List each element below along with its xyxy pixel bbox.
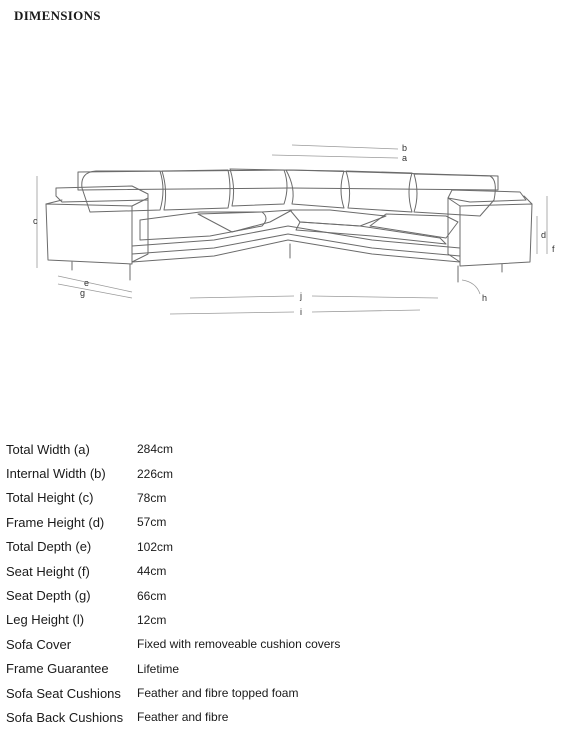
spec-table	[6, 437, 561, 730]
dim-label-b: b	[402, 143, 408, 153]
page-title: DIMENSIONS	[14, 8, 101, 23]
spec-row	[6, 632, 561, 656]
spec-row	[6, 486, 561, 510]
back-cushion	[286, 170, 344, 208]
spec-label: Internal Width (b)	[6, 466, 106, 482]
dim-label-i: i	[300, 307, 302, 317]
left-arm-front	[46, 204, 132, 264]
dim-label-g: g	[80, 288, 86, 298]
spec-row	[6, 657, 561, 681]
right-arm-top	[448, 190, 526, 202]
back-cushion	[346, 171, 412, 212]
right-arm-front	[460, 204, 532, 266]
dim-label-c: c	[33, 216, 38, 226]
spec-label: Leg Height (l)	[6, 612, 85, 628]
spec-row	[6, 461, 561, 485]
spec-value: 102cm	[137, 539, 174, 554]
spec-label: Total Width (a)	[6, 441, 90, 457]
spec-row	[6, 510, 561, 534]
sofa-diagram	[0, 120, 569, 330]
spec-value: Feather and fibre	[137, 710, 229, 725]
spec-label: Sofa Cover	[6, 636, 72, 652]
dim-label-j: j	[300, 291, 302, 301]
left-arm-top	[56, 186, 148, 202]
spec-label: Sofa Back Cushions	[6, 709, 124, 725]
seat-base	[132, 226, 460, 262]
back-cushion	[414, 174, 495, 216]
spec-label: Seat Depth (g)	[6, 588, 91, 604]
spec-value: 57cm	[137, 515, 167, 530]
seat-cushion	[290, 210, 386, 226]
spec-row	[6, 608, 561, 632]
spec-value: 66cm	[137, 588, 167, 603]
dim-label-e: e	[84, 278, 90, 288]
spec-row	[6, 705, 561, 729]
spec-value: Fixed with removeable cushion covers	[137, 637, 341, 652]
spec-label: Frame Guarantee	[6, 661, 109, 677]
spec-label: Seat Height (f)	[6, 563, 90, 579]
back-cushion	[162, 170, 230, 210]
seat-cushion	[198, 210, 292, 232]
back-cushion	[230, 169, 287, 206]
spec-label: Sofa Seat Cushions	[6, 685, 121, 701]
spec-value: 226cm	[137, 466, 174, 481]
dim-label-a: a	[402, 153, 408, 163]
spec-label: Total Depth (e)	[6, 539, 92, 555]
spec-value: 12cm	[137, 612, 167, 627]
spec-row	[6, 583, 561, 607]
spec-value: 78cm	[137, 490, 167, 505]
spec-row	[6, 535, 561, 559]
spec-value: 44cm	[137, 564, 167, 579]
spec-value: Lifetime	[137, 661, 180, 676]
spec-row	[6, 559, 561, 583]
dim-label-f: f	[552, 244, 555, 254]
spec-value: Feather and fibre topped foam	[137, 686, 299, 701]
spec-row	[6, 681, 561, 705]
spec-label: Total Height (c)	[6, 490, 94, 506]
spec-row	[6, 437, 561, 461]
dim-label-d: d	[541, 230, 547, 240]
spec-label: Frame Height (d)	[6, 514, 105, 530]
dim-label-h: h	[482, 293, 488, 303]
spec-value: 284cm	[137, 442, 174, 457]
